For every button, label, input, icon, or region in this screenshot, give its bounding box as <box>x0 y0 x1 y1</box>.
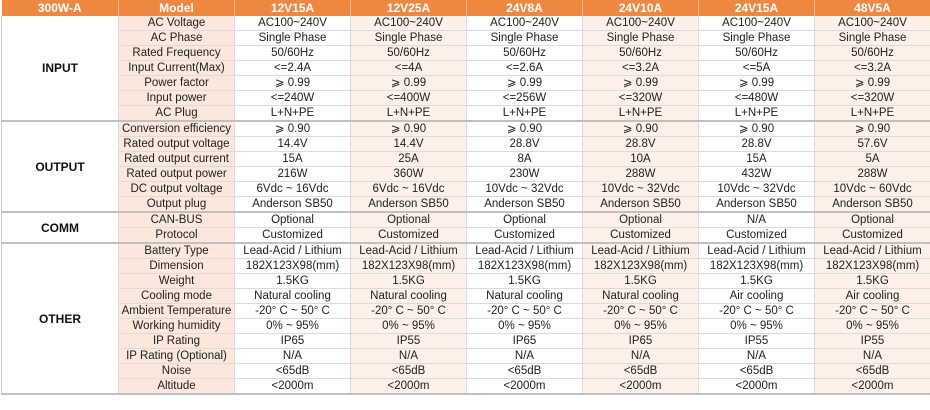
table-row <box>2 197 930 213</box>
spec-value-cell: ⩾ 0.99 <box>351 76 467 91</box>
spec-value-cell: <65dB <box>699 364 815 379</box>
section-label-comm: COMM <box>2 212 119 243</box>
spec-value-cell: IP65 <box>583 334 699 349</box>
parameter-label: Rated output power <box>119 167 235 182</box>
spec-value-cell: Single Phase <box>467 31 583 46</box>
spec-value-cell: ⩾ 0.90 <box>235 121 351 137</box>
parameter-label: Conversion efficiency <box>119 121 235 137</box>
spec-value-cell: 50/60Hz <box>815 46 930 61</box>
spec-value-cell: 10Vdc ~ 32Vdc <box>467 182 583 197</box>
spec-value-cell: 50/60Hz <box>351 46 467 61</box>
spec-value-cell: 1.5KG <box>815 274 930 289</box>
spec-value-cell: 10Vdc ~ 60Vdc <box>815 182 930 197</box>
spec-value-cell: Optional <box>815 212 930 228</box>
table-row <box>2 304 930 319</box>
table-row <box>2 379 930 395</box>
table-row <box>2 182 930 197</box>
spec-value-cell: 432W <box>699 167 815 182</box>
spec-value-cell: <2000m <box>699 379 815 395</box>
spec-value-cell: <2000m <box>235 379 351 395</box>
model-header: Model <box>119 0 235 16</box>
parameter-label: Noise <box>119 364 235 379</box>
parameter-label: DC output voltage <box>119 182 235 197</box>
model-column-header: 12V15A <box>235 0 351 16</box>
parameter-label: Rated output current <box>119 152 235 167</box>
parameter-label: IP Rating <box>119 334 235 349</box>
table-row <box>2 212 930 228</box>
table-row <box>2 289 930 304</box>
spec-value-cell: 182X123X98(mm) <box>235 259 351 274</box>
spec-value-cell: ⩾ 0.99 <box>235 76 351 91</box>
spec-value-cell: Customized <box>583 228 699 244</box>
spec-value-cell: 6Vdc ~ 16Vdc <box>235 182 351 197</box>
spec-value-cell: 182X123X98(mm) <box>583 259 699 274</box>
spec-value-cell: <=400W <box>351 91 467 106</box>
spec-value-cell: AC100~240V <box>351 16 467 31</box>
spec-value-cell: AC100~240V <box>235 16 351 31</box>
parameter-label: Input Current(Max) <box>119 61 235 76</box>
spec-value-cell: 8A <box>467 152 583 167</box>
spec-value-cell: 28.8V <box>467 137 583 152</box>
table-row <box>2 76 930 91</box>
table-row <box>2 121 930 137</box>
spec-value-cell: <=3.2A <box>583 61 699 76</box>
spec-value-cell: <=2.4A <box>235 61 351 76</box>
spec-value-cell: Anderson SB50 <box>351 197 467 213</box>
spec-value-cell: 1.5KG <box>467 274 583 289</box>
spec-value-cell: 50/60Hz <box>699 46 815 61</box>
parameter-label: Cooling mode <box>119 289 235 304</box>
spec-value-cell: N/A <box>467 349 583 364</box>
model-column-header: 24V8A <box>467 0 583 16</box>
table-row <box>2 334 930 349</box>
spec-value-cell: 1.5KG <box>235 274 351 289</box>
spec-body <box>2 16 930 394</box>
spec-value-cell: L+N+PE <box>583 106 699 122</box>
spec-value-cell: 1.5KG <box>699 274 815 289</box>
spec-value-cell: <=256W <box>467 91 583 106</box>
spec-value-cell: Customized <box>467 228 583 244</box>
spec-value-cell: 15A <box>235 152 351 167</box>
spec-value-cell: IP65 <box>235 334 351 349</box>
table-row <box>2 243 930 259</box>
spec-value-cell: 0% ~ 95% <box>467 319 583 334</box>
spec-value-cell: Lead-Acid / Lithium <box>583 243 699 259</box>
spec-value-cell: 14.4V <box>235 137 351 152</box>
spec-value-cell: ⩾ 0.99 <box>467 76 583 91</box>
spec-value-cell: 28.8V <box>699 137 815 152</box>
spec-value-cell: Single Phase <box>351 31 467 46</box>
spec-value-cell: <=480W <box>699 91 815 106</box>
spec-value-cell: L+N+PE <box>235 106 351 122</box>
spec-value-cell: Lead-Acid / Lithium <box>699 243 815 259</box>
spec-value-cell: Anderson SB50 <box>699 197 815 213</box>
spec-value-cell: ⩾ 0.90 <box>467 121 583 137</box>
parameter-label: IP Rating (Optional) <box>119 349 235 364</box>
spec-value-cell: <=3.2A <box>815 61 930 76</box>
corner-label: 300W-A <box>2 0 119 16</box>
table-row <box>2 364 930 379</box>
section-label-input: INPUT <box>2 16 119 121</box>
spec-value-cell: -20° C ~ 50° C <box>815 304 930 319</box>
spec-value-cell: Air cooling <box>699 289 815 304</box>
spec-value-cell: Natural cooling <box>351 289 467 304</box>
parameter-label: Dimension <box>119 259 235 274</box>
spec-value-cell: N/A <box>815 349 930 364</box>
parameter-label: AC Plug <box>119 106 235 122</box>
table-row <box>2 31 930 46</box>
spec-value-cell: 0% ~ 95% <box>699 319 815 334</box>
spec-value-cell: 5A <box>815 152 930 167</box>
spec-value-cell: 0% ~ 95% <box>583 319 699 334</box>
spec-value-cell: 57.6V <box>815 137 930 152</box>
table-row <box>2 274 930 289</box>
spec-value-cell: 230W <box>467 167 583 182</box>
spec-value-cell: Air cooling <box>815 289 930 304</box>
spec-value-cell: Single Phase <box>699 31 815 46</box>
spec-value-cell: -20° C ~ 50° C <box>583 304 699 319</box>
spec-value-cell: -20° C ~ 50° C <box>699 304 815 319</box>
spec-value-cell: IP55 <box>351 334 467 349</box>
spec-value-cell: <2000m <box>467 379 583 395</box>
spec-value-cell: IP55 <box>699 334 815 349</box>
spec-value-cell: -20° C ~ 50° C <box>467 304 583 319</box>
parameter-label: Power factor <box>119 76 235 91</box>
spec-value-cell: <65dB <box>235 364 351 379</box>
spec-value-cell: 288W <box>583 167 699 182</box>
spec-value-cell: Customized <box>699 228 815 244</box>
table-row <box>2 349 930 364</box>
spec-value-cell: 360W <box>351 167 467 182</box>
spec-value-cell: 10Vdc ~ 32Vdc <box>583 182 699 197</box>
table-row <box>2 106 930 122</box>
spec-value-cell: <=4A <box>351 61 467 76</box>
spec-value-cell: ⩾ 0.90 <box>815 121 930 137</box>
spec-value-cell: 182X123X98(mm) <box>351 259 467 274</box>
spec-value-cell: <=240W <box>235 91 351 106</box>
spec-value-cell: Natural cooling <box>583 289 699 304</box>
spec-value-cell: <65dB <box>815 364 930 379</box>
spec-value-cell: <=5A <box>699 61 815 76</box>
parameter-label: Output plug <box>119 197 235 213</box>
table-row <box>2 61 930 76</box>
spec-value-cell: 25A <box>351 152 467 167</box>
parameter-label: Rated Frequency <box>119 46 235 61</box>
spec-value-cell: L+N+PE <box>467 106 583 122</box>
spec-value-cell: -20° C ~ 50° C <box>235 304 351 319</box>
spec-value-cell: L+N+PE <box>351 106 467 122</box>
spec-value-cell: 15A <box>699 152 815 167</box>
spec-value-cell: 1.5KG <box>583 274 699 289</box>
parameter-label: Ambient Temperature <box>119 304 235 319</box>
spec-value-cell: 182X123X98(mm) <box>815 259 930 274</box>
table-row <box>2 167 930 182</box>
model-column-header: 24V15A <box>699 0 815 16</box>
spec-value-cell: <65dB <box>583 364 699 379</box>
parameter-label: CAN-BUS <box>119 212 235 228</box>
table-row <box>2 152 930 167</box>
spec-value-cell: 0% ~ 95% <box>235 319 351 334</box>
spec-value-cell: N/A <box>583 349 699 364</box>
spec-value-cell: L+N+PE <box>699 106 815 122</box>
spec-value-cell: Anderson SB50 <box>467 197 583 213</box>
spec-value-cell: AC100~240V <box>583 16 699 31</box>
parameter-label: Working humidity <box>119 319 235 334</box>
spec-value-cell: -20° C ~ 50° C <box>351 304 467 319</box>
spec-value-cell: Optional <box>235 212 351 228</box>
header-row <box>2 0 930 16</box>
spec-value-cell: 10A <box>583 152 699 167</box>
spec-value-cell: <=320W <box>583 91 699 106</box>
table-row <box>2 91 930 106</box>
spec-value-cell: Optional <box>467 212 583 228</box>
spec-value-cell: 50/60Hz <box>235 46 351 61</box>
table-row <box>2 46 930 61</box>
spec-value-cell: Customized <box>351 228 467 244</box>
spec-value-cell: Lead-Acid / Lithium <box>235 243 351 259</box>
spec-value-cell: Anderson SB50 <box>815 197 930 213</box>
spec-value-cell: <2000m <box>351 379 467 395</box>
spec-value-cell: <2000m <box>815 379 930 395</box>
spec-value-cell: N/A <box>351 349 467 364</box>
table-row <box>2 319 930 334</box>
spec-value-cell: Single Phase <box>815 31 930 46</box>
spec-value-cell: 14.4V <box>351 137 467 152</box>
parameter-label: Rated output voltage <box>119 137 235 152</box>
spec-value-cell: 50/60Hz <box>467 46 583 61</box>
spec-value-cell: Natural cooling <box>467 289 583 304</box>
table-row <box>2 259 930 274</box>
spec-value-cell: <=320W <box>815 91 930 106</box>
spec-value-cell: 10Vdc ~ 32Vdc <box>699 182 815 197</box>
spec-value-cell: Single Phase <box>583 31 699 46</box>
spec-value-cell: N/A <box>235 349 351 364</box>
table-row <box>2 16 930 31</box>
spec-value-cell: Customized <box>235 228 351 244</box>
spec-value-cell: 50/60Hz <box>583 46 699 61</box>
spec-value-cell: N/A <box>699 212 815 228</box>
spec-value-cell: <2000m <box>583 379 699 395</box>
parameter-label: AC Voltage <box>119 16 235 31</box>
spec-value-cell: Lead-Acid / Lithium <box>467 243 583 259</box>
spec-value-cell: <65dB <box>351 364 467 379</box>
parameter-label: AC Phase <box>119 31 235 46</box>
spec-value-cell: <=2.6A <box>467 61 583 76</box>
spec-value-cell: ⩾ 0.90 <box>351 121 467 137</box>
spec-value-cell: IP65 <box>467 334 583 349</box>
spec-value-cell: Anderson SB50 <box>235 197 351 213</box>
spec-value-cell: 0% ~ 95% <box>815 319 930 334</box>
spec-value-cell: 28.8V <box>583 137 699 152</box>
spec-value-cell: Lead-Acid / Lithium <box>351 243 467 259</box>
spec-value-cell: 216W <box>235 167 351 182</box>
spec-value-cell: 288W <box>815 167 930 182</box>
spec-value-cell: Natural cooling <box>235 289 351 304</box>
spec-value-cell: Anderson SB50 <box>583 197 699 213</box>
spec-value-cell: IP55 <box>815 334 930 349</box>
spec-value-cell: ⩾ 0.90 <box>583 121 699 137</box>
table-row <box>2 137 930 152</box>
spec-value-cell: Single Phase <box>235 31 351 46</box>
spec-value-cell: ⩾ 0.99 <box>815 76 930 91</box>
parameter-label: Altitude <box>119 379 235 395</box>
spec-value-cell: ⩾ 0.99 <box>699 76 815 91</box>
spec-value-cell: N/A <box>699 349 815 364</box>
model-column-header: 48V5A <box>815 0 930 16</box>
spec-value-cell: 0% ~ 95% <box>351 319 467 334</box>
section-label-other: OTHER <box>2 243 119 394</box>
spec-value-cell: <65dB <box>467 364 583 379</box>
spec-value-cell: Customized <box>815 228 930 244</box>
spec-value-cell: Optional <box>351 212 467 228</box>
spec-table <box>1 0 930 395</box>
spec-value-cell: 1.5KG <box>351 274 467 289</box>
spec-value-cell: 6Vdc ~ 16Vdc <box>351 182 467 197</box>
spec-value-cell: AC100~240V <box>699 16 815 31</box>
spec-value-cell: ⩾ 0.99 <box>583 76 699 91</box>
spec-value-cell: 182X123X98(mm) <box>699 259 815 274</box>
spec-value-cell: L+N+PE <box>815 106 930 122</box>
parameter-label: Battery Type <box>119 243 235 259</box>
spec-value-cell: Optional <box>583 212 699 228</box>
model-column-header: 24V10A <box>583 0 699 16</box>
model-column-header: 12V25A <box>351 0 467 16</box>
spec-value-cell: Lead-Acid / Lithium <box>815 243 930 259</box>
parameter-label: Weight <box>119 274 235 289</box>
spec-value-cell: 182X123X98(mm) <box>467 259 583 274</box>
spec-value-cell: ⩾ 0.90 <box>699 121 815 137</box>
section-label-output: OUTPUT <box>2 121 119 212</box>
parameter-label: Protocol <box>119 228 235 244</box>
table-row <box>2 228 930 244</box>
parameter-label: Input power <box>119 91 235 106</box>
spec-value-cell: AC100~240V <box>815 16 930 31</box>
spec-value-cell: AC100~240V <box>467 16 583 31</box>
